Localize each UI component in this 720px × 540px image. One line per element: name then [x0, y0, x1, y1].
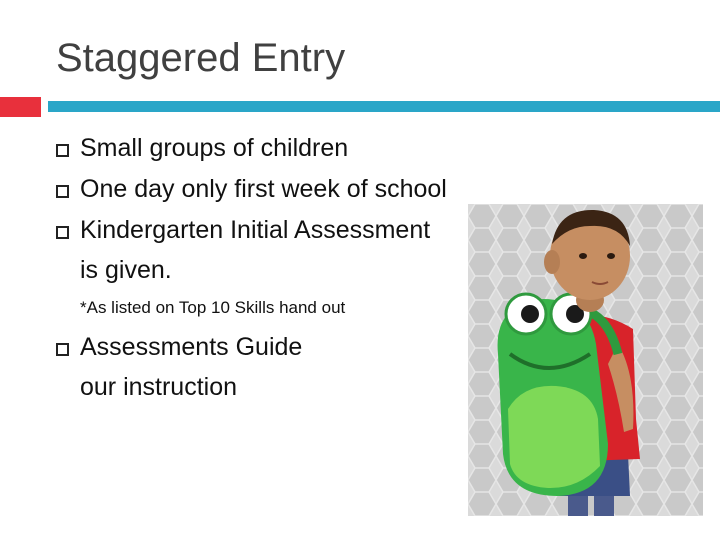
bullet-continuation: our instruction: [80, 373, 238, 401]
bullet-text: Assessments Guide: [80, 333, 303, 361]
eye: [607, 253, 615, 259]
frog-pupil-left: [521, 305, 539, 323]
bullet-text: Kindergarten Initial Assessment: [80, 216, 431, 244]
bullet-square-icon: [56, 185, 69, 198]
footnote: *As listed on Top 10 Skills hand out: [80, 298, 346, 317]
ear: [544, 250, 560, 274]
backpack-front-pocket: [508, 386, 600, 488]
slide-title: Staggered Entry: [56, 36, 346, 80]
eye: [579, 253, 587, 259]
bullet-square-icon: [56, 343, 69, 356]
bullet-square-icon: [56, 144, 69, 157]
boy-with-frog-backpack-photo: [468, 204, 703, 516]
bullet-square-icon: [56, 226, 69, 239]
bullet-continuation: is given.: [80, 256, 172, 284]
bullet-text: One day only first week of school: [80, 175, 447, 203]
bullet-text: Small groups of children: [80, 134, 349, 162]
